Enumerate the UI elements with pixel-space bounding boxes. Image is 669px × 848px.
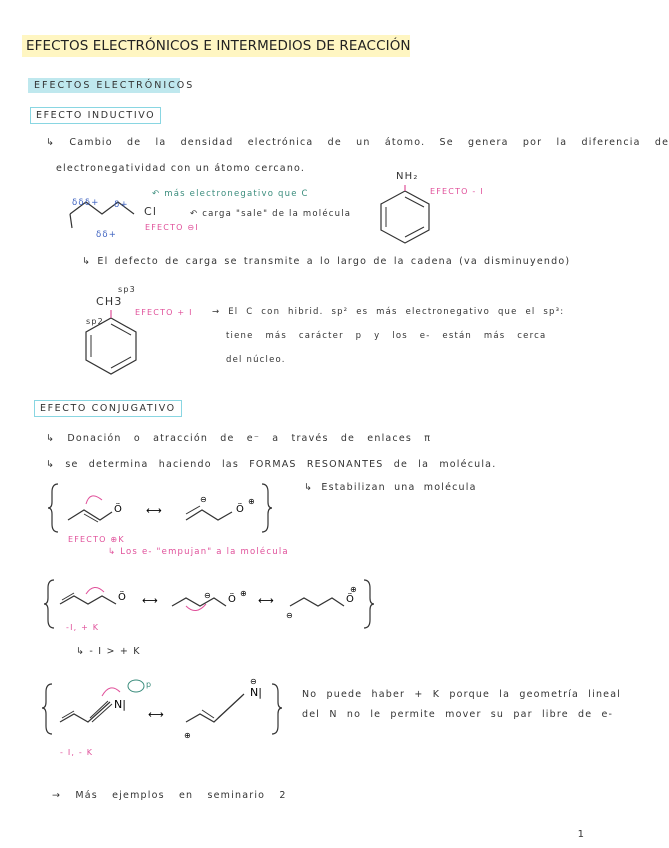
svg-text:⟷: ⟷ [148,708,164,721]
conjugative-heading: EFECTO CONJUGATIVO [34,400,182,417]
svg-text:⊕: ⊕ [184,731,191,740]
transmite-line: ↳ El defecto de carga se transmite a lo largo de la cadena (va disminuyendo) [82,256,571,267]
svg-text:⟷: ⟷ [142,594,158,607]
svg-text:⊖: ⊖ [200,495,207,504]
svg-text:Ö: Ö [114,504,122,515]
toluene-effect-label: EFECTO + I [135,308,193,317]
svg-text:⟷: ⟷ [258,594,274,607]
toluene-note1: → El C con hibrid. sp² es más electronegativo que el sp³: [212,307,565,317]
minus-i-plus-k: -I, + K [66,623,100,632]
no-puede-line1: No puede haber + K porque la geometría lineal [302,689,622,700]
chain-label-d: δ+ [114,200,129,210]
svg-text:Ö: Ö [236,504,244,515]
efecto-k-label: EFECTO ⊕K [68,535,125,544]
inductive-line1: ↳ Cambio de la densidad electrónica de un átomo. Se genera por la diferencia de [46,137,669,148]
svg-text:N|: N| [250,686,262,699]
aniline-effect-label: EFECTO - I [430,187,484,196]
toluene-note3: del núcleo. [226,355,286,365]
svg-text:Ö: Ö [346,594,354,605]
chlorine-label: Cl [144,205,158,218]
svg-text:⊕: ⊕ [248,497,255,506]
sp3-label: sp3 [118,285,136,294]
inductive-line2: electronegatividad con un átomo cercano. [56,163,306,174]
page-title: EFECTOS ELECTRÓNICOS E INTERMEDIOS DE REACCIÓN [26,38,411,54]
svg-text:N|: N| [114,698,126,711]
section-title: EFECTOS ELECTRÓNICOS [34,80,195,91]
toluene-note2: tiene más carácter p y los e- están más cerca [226,331,547,341]
svg-text:Ö: Ö [228,594,236,605]
svg-text:⟷: ⟷ [146,504,162,517]
nh2-label: NH₂ [396,171,419,182]
resonance-structure-3 [44,674,284,742]
ch3-label: CH3 [96,295,123,308]
empujan-note: ↳ Los e- "empujan" a la molécula [108,547,289,557]
chain-label-ddd: δδδ+ [72,198,100,208]
page-number: 1 [577,829,584,840]
no-puede-line2: del N no le permite mover su par libre de e- [302,709,614,720]
resonance-structure-1 [50,478,275,538]
svg-text:⊖: ⊖ [204,591,211,600]
carga-sale-note: ↶ carga "sale" de la molécula [190,209,352,219]
chain-label-dd: δδ+ [96,230,118,240]
svg-text:⊕: ⊕ [240,589,247,598]
efecto-minus-i-label: EFECTO ⊖I [145,223,199,232]
svg-text:⊖: ⊖ [286,611,293,620]
i-greater-k: ↳ - I > + K [76,646,141,657]
conjugative-line1: ↳ Donación o atracción de e⁻ a través de enlaces π [46,433,432,444]
conjugative-line2: ↳ se determina haciendo las FORMAS RESONANTES de la molécula. [46,459,497,470]
toluene-ring [80,310,142,382]
svg-text:Ö: Ö [118,592,126,603]
inductive-heading: EFECTO INDUCTIVO [30,107,161,124]
p-orbital-label: p [146,680,153,689]
svg-text:⊕: ⊕ [350,585,357,594]
aniline-ring [375,185,435,251]
estabilizan-note: ↳ Estabilizan una molécula [304,482,477,493]
svg-text:⊖: ⊖ [250,677,257,686]
sp2-label: sp2 [86,317,104,326]
mas-electroneg-note: ↶ más electronegativo que C [152,189,309,199]
seminario-line: → Más ejemplos en seminario 2 [52,790,287,801]
minus-i-minus-k: - I, - K [60,748,94,757]
